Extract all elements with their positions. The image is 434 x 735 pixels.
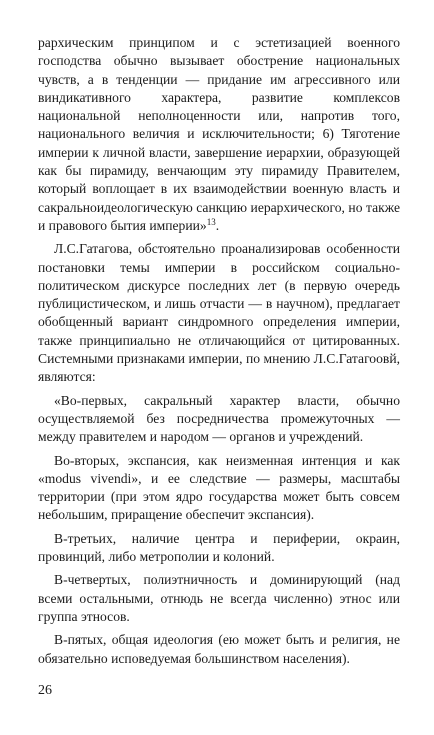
footnote-marker: 13 (206, 216, 216, 227)
paragraph-fourth-criterion (38, 571, 400, 626)
paragraph-second-criterion (38, 452, 400, 525)
paragraph-text: В-третьих, наличие центра и периферии, окраин, провинций, либо метрополии и колоний. (38, 530, 400, 565)
paragraph-text: В-четвертых, полиэтничность и доминирующий (над всеми остальными, отнюдь не всегда численно) этнос или группа этносов. (38, 572, 400, 624)
paragraph-empire-definition-continuation (38, 34, 400, 235)
paragraph-fifth-criterion (38, 631, 400, 668)
paragraph-text: «Во-первых, сакральный характер власти, обычно осуществляемой без посредничества промежуточных — между правителем и народом — органов и учреждений. (38, 392, 400, 445)
paragraph-gatagova-analysis (38, 240, 400, 386)
paragraph-third-criterion (38, 530, 400, 567)
paragraph-first-criterion (38, 392, 400, 447)
paragraph-end-punctuation: . (215, 217, 220, 233)
page-number: 26 (38, 683, 52, 698)
paragraph-text: Во-вторых, экспансия, как неизменная интенция и как «modus vivendi», и ее следствие — размеры, масштабы территории (при этом ядро государства может быть совсем небольшим, приращение обеспечит экспансия). (38, 452, 400, 523)
page-body (38, 34, 400, 668)
paragraph-text: Л.С.Гатагова, обстоятельно проанализировав особенности постановки темы империи в российском социально-политическом дискурсе последних лет (в первую очередь публицистическом, и лишь отчасти — в научном), предлагает обобщенный вариант синдромного определения империи, также принципиально не отличающийся от цитированных. Системными признаками империи, по мнению Л.С.Гатагоовй, являются: (38, 241, 400, 385)
paragraph-text: рархическим принципом и с эстетизацией военного господства обычно вызывает обострение национальных чувств, а в тенденции — придание им агрессивного или виндикативного характера, развитие комплексов национальной неполноценности или, напротив того, национального величия и исключительности; 6) Тяготение империи к личной власти, завершение иерархии, образующей как бы пирамиду, венчающим эту пирамиду Правителем, который воплощает в их взаимодействии военную власть и сакральноидеологическую санкцию иерархического, но также и правового бытия империи» (38, 35, 400, 233)
paragraph-text: В-пятых, общая идеология (ею может быть и религия, не обязательно исповедуемая большинством населения). (38, 632, 400, 666)
